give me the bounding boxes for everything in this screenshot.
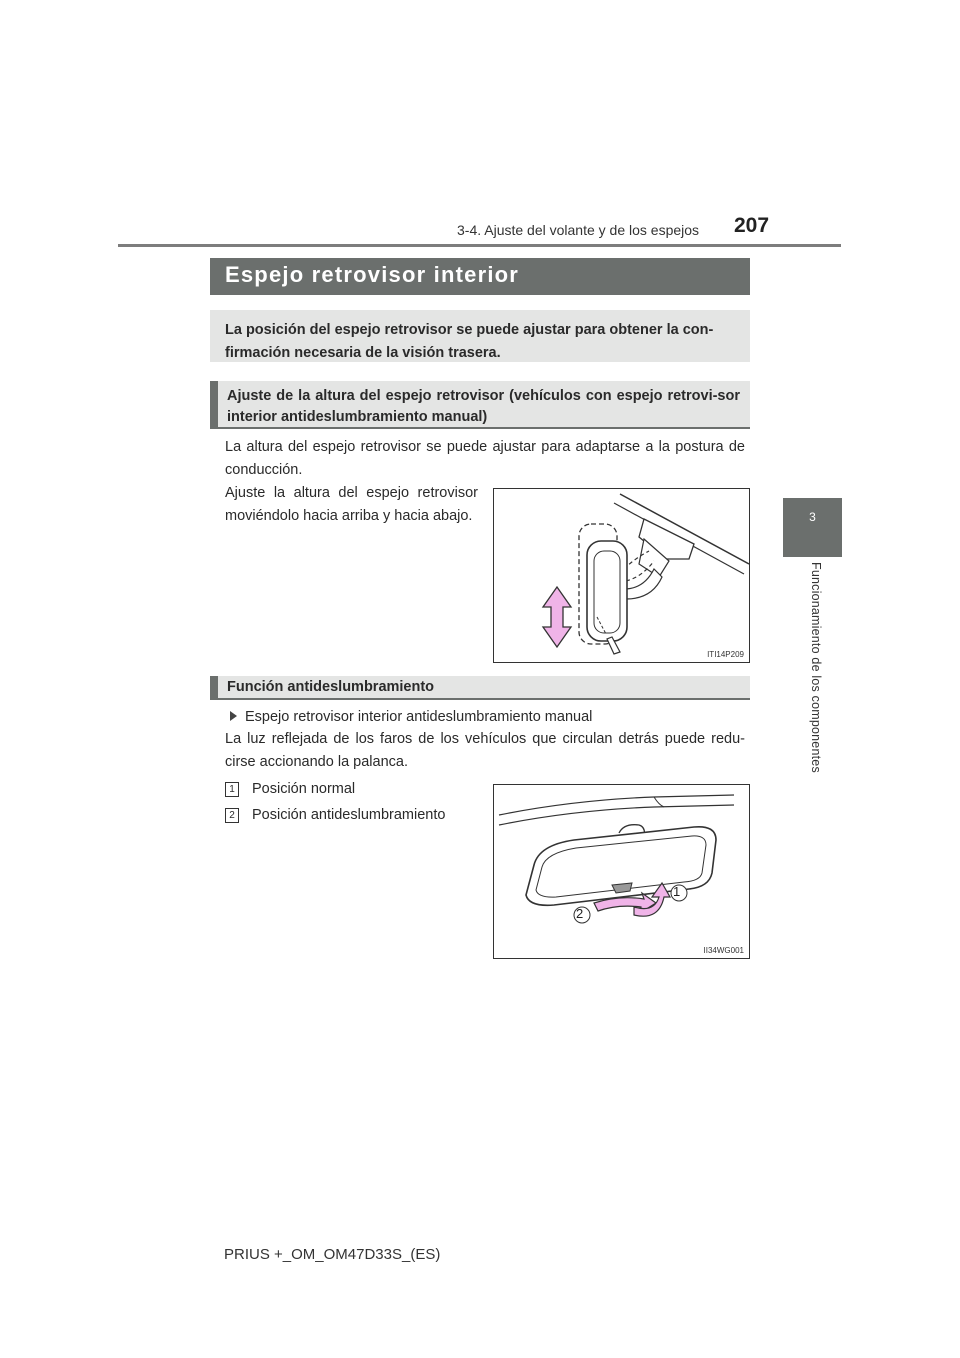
mirror-height-drawing xyxy=(494,489,749,662)
chapter-label: Funcionamiento de los componentes xyxy=(809,562,823,773)
antiglare-drawing xyxy=(494,785,749,958)
header-rule xyxy=(118,244,841,247)
up-down-arrow-icon xyxy=(543,587,571,647)
callout-2: 2 xyxy=(576,906,584,921)
bullet-text: Espejo retrovisor interior antideslumbramiento manual xyxy=(245,709,593,725)
number-badge: 1 xyxy=(225,782,239,797)
list-item xyxy=(225,807,445,823)
header-section-title: 3-4. Ajuste del volante y de los espejos xyxy=(457,222,700,238)
intro-box: La posición del espejo retrovisor se puede ajustar para obtener la con-firmación necesaria de la visión trasera. xyxy=(210,310,750,362)
section-heading-antiglare: Función antideslumbramiento xyxy=(210,676,750,700)
chapter-number: 3 xyxy=(809,510,816,524)
antiglare-lever-illustration xyxy=(493,784,750,959)
paragraph-height-adjust: La altura del espejo retrovisor se puede ajustar para adaptarse a la postura de conducción. xyxy=(225,439,745,478)
triangle-bullet-icon xyxy=(230,711,237,721)
mirror-height-illustration xyxy=(493,488,750,663)
paragraph-antiglare: La luz reflejada de los faros de los vehículos que circulan detrás puede redu-cirse accionando la palanca. xyxy=(225,731,745,770)
figure-code: ITI14P209 xyxy=(707,650,744,659)
list-item-text: Posición antideslumbramiento xyxy=(252,807,446,823)
paragraph-move-mirror: Ajuste la altura del espejo retrovisor moviéndolo hacia arriba y hacia abajo. xyxy=(225,485,478,524)
page-title: Espejo retrovisor interior xyxy=(210,258,750,295)
number-badge: 2 xyxy=(225,808,239,823)
page-number: 207 xyxy=(734,214,770,237)
bullet-manual-antiglare xyxy=(240,706,740,729)
list-item-text: Posición normal xyxy=(252,781,356,797)
document-code-footer: PRIUS +_OM_OM47D33S_(ES) xyxy=(224,1246,441,1263)
list-item xyxy=(225,781,355,797)
chapter-tab xyxy=(783,498,842,557)
section-heading-height-adjust: Ajuste de la altura del espejo retrovisor (vehículos con espejo retrovi-sor interior antideslumbramiento manual) xyxy=(210,381,750,429)
callout-1: 1 xyxy=(673,884,681,899)
figure-code: II34WG001 xyxy=(703,946,744,955)
